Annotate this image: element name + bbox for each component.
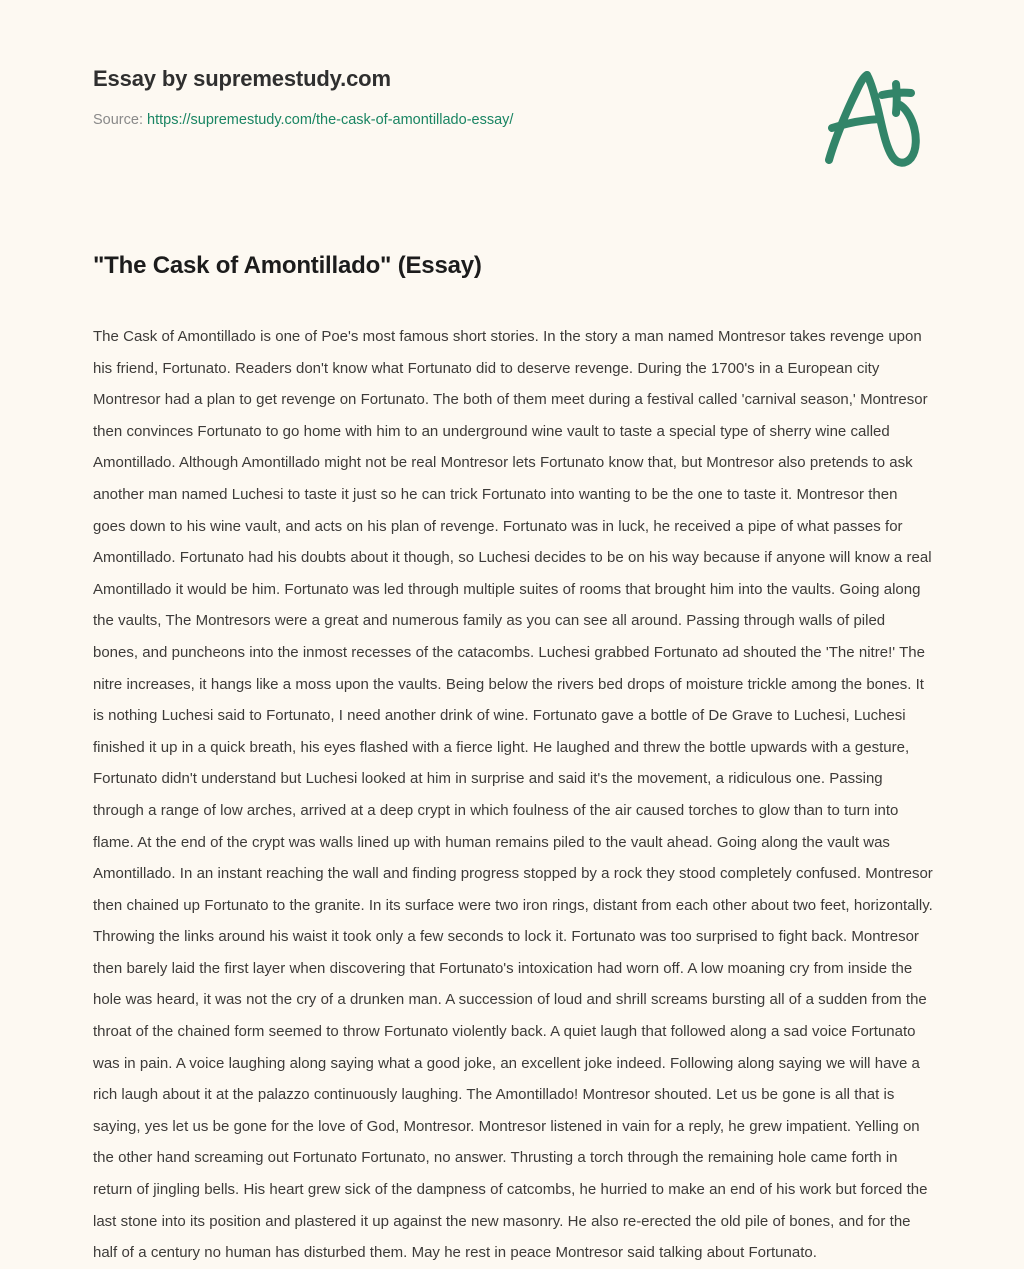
article-paragraph: The Cask of Amontillado is one of Poe's most famous short stories. In the story a man named Montresor takes revenge upon his friend, Fortunato. Readers don't know what Fortunato did to deserve revenge. During the 1700's in a European city Montresor had a plan to get revenge on Fortunato. The both of them meet during a festival called 'carnival season,' Montresor then convinces Fortunato to go home with him to an underground wine vault to taste a special type of sherry wine called Amontillado. Although Amontillado might not be real Montresor lets Fortunato know that, but Montresor also pretends to ask another man named Luchesi to taste it just so he can trick Fortunato into wanting to be the one to taste it. Montresor then goes down to his wine vault, and acts on his plan of revenge. Fortunato was in luck, he received a pipe of what passes for Amontillado. Fortunato had his doubts about it though, so Luchesi decides to be on his way because if anyone will know a real Amontillado it would be him. Fortunato was led through multiple suites of rooms that brought him into the vaults. Going along the vaults, The Montresors were a great and numerous family as you can see all around. Passing through walls of piled bones, and puncheons into the inmost recesses of the catacombs. Luchesi grabbed Fortunato ad shouted the 'The nitre!' The nitre increases, it hangs like a moss upon the vaults. Being below the rivers bed drops of moisture trickle among the bones. It is nothing Luchesi said to Fortunato, I need another drink of wine. Fortunato gave a bottle of De Grave to Luchesi, Luchesi finished it up in a quick breath, his eyes flashed with a fierce light. He laughed and threw the bottle upwards with a gesture, Fortunato didn't understand but Luchesi looked at him in surprise and said it's the movement, a ridiculous one. Passing through a range of low arches, arrived at a deep crypt in which foulness of the air caused torches to glow than to turn into flame. At the end of the crypt was walls lined up with human remains piled to the vault ahead. Going along the vault was Amontillado. In an instant reaching the wall and finding progress stopped by a rock they stood completely confused. Montresor then chained up Fortunato to the granite. In its surface were two iron rings, distant from each other about two feet, horizontally. Throwing the links around his waist it took only a few seconds to lock it. Fortunato was too surprised to fight back. Montresor then barely laid the first layer when discovering that Fortunato's intoxication had worn off. A low moaning cry from inside the hole was heard, it was not the cry of a drunken man. A succession of loud and shrill screams bursting all of a sudden from the throat of the chained form seemed to throw Fortunato violently back. A quiet laugh that followed along a sad voice Fortunato was in pain. A voice laughing along saying what a good joke, an excellent joke indeed. Following along saying we will have a rich laugh about it at the palazzo continuously laughing. The Amontillado! Montresor shouted. Let us be gone is all that is saying, yes let us be gone for the love of God, Montresor. Montresor listened in vain for a reply, he grew impatient. Yelling on the other hand screaming out Fortunato Fortunato, no answer. Thrusting a torch through the remaining hole came forth in return of jingling bells. His heart grew sick of the dampness of catcombs, he hurried to make an end of his work but forced the last stone into its position and plastered it up against the new masonry. He also re-erected the old pile of bones, and for the half of a century no human has disturbed them. May he rest in peace Montresor said talking about Fortunato. [93,328,933,1262]
article-body [93,321,933,1269]
source-line [93,110,713,130]
brand-block [93,64,713,130]
source-label: Source: [93,112,143,128]
article [93,249,933,1269]
page-title: Essay by supremestudy.com [93,66,391,91]
article-title: "The Cask of Amontillado" (Essay) [93,252,482,279]
a-plus-logo [804,62,926,174]
page-header [0,0,1024,200]
a-plus-logo-icon [804,62,926,174]
source-url-link[interactable]: https://supremestudy.com/the-cask-of-amontillado-essay/ [147,112,514,128]
